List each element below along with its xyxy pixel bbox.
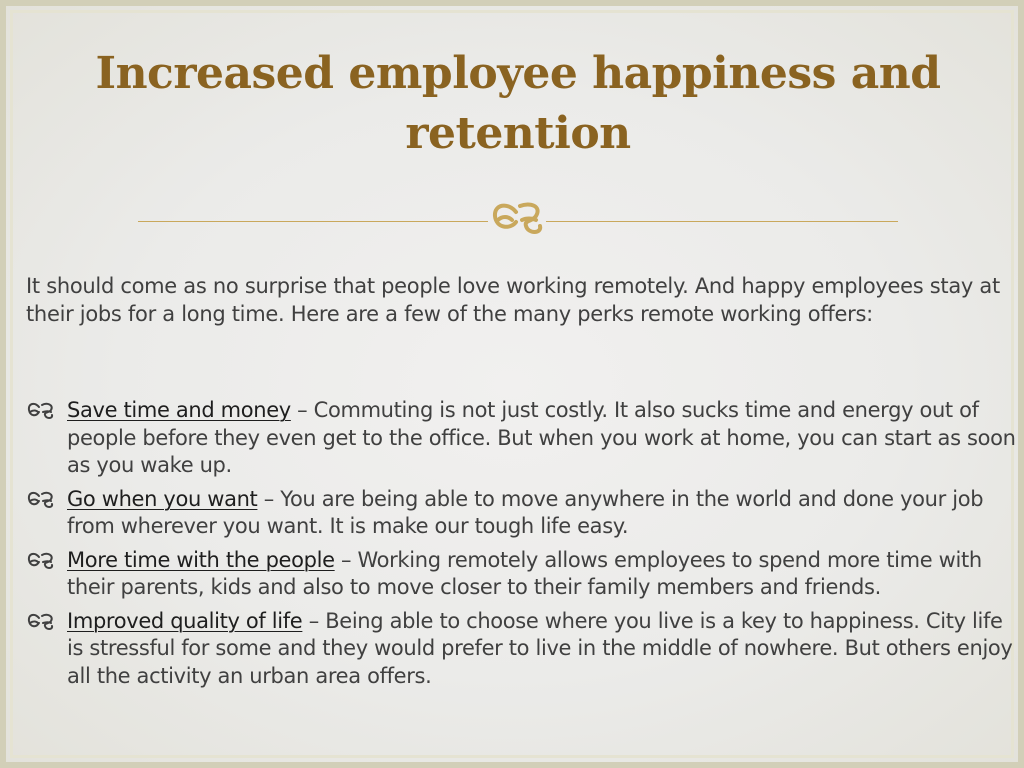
divider-line-left bbox=[138, 221, 488, 222]
bullet-separator: – bbox=[257, 486, 281, 511]
bullet-term: Go when you want bbox=[67, 486, 258, 511]
list-item bbox=[26, 608, 1020, 691]
bullet-term: Improved quality of life bbox=[67, 608, 303, 633]
divider-line-right bbox=[546, 221, 898, 222]
perks-list bbox=[26, 397, 1020, 696]
bullet-separator: – bbox=[334, 547, 358, 572]
flourish-bullet-icon bbox=[26, 550, 56, 572]
bullet-text: You are being able to move anywhere in the world and done your job from wherever you want. It is make our tough life easy. bbox=[67, 486, 984, 538]
list-item bbox=[26, 397, 1020, 480]
bullet-term: More time with the people bbox=[67, 547, 335, 572]
list-item bbox=[26, 486, 1020, 541]
bullet-term: Save time and money bbox=[67, 398, 291, 422]
bullet-separator: – bbox=[290, 398, 314, 422]
flourish-ornament-icon bbox=[486, 196, 550, 244]
bullet-text: Commuting is not just costly. It also sucks time and energy out of people before they even get to the office. But when you work at home, you can start as soon as you wake up. bbox=[67, 398, 1016, 477]
bullet-text: Working remotely allows employees to spend more time with their parents, kids and also to move closer to their family members and friends. bbox=[67, 547, 982, 599]
bullet-separator: – bbox=[302, 608, 326, 633]
list-item bbox=[26, 547, 1020, 602]
slide-title: Increased employee happiness and retention bbox=[95, 48, 941, 159]
title-divider bbox=[138, 202, 898, 242]
flourish-bullet-icon bbox=[26, 611, 56, 633]
flourish-bullet-icon bbox=[26, 489, 56, 511]
flourish-bullet-icon bbox=[26, 400, 56, 422]
intro-paragraph: It should come as no surprise that people love working remotely. And happy employees stay at their jobs for a long time. Here are a few of the many perks remote working offers: bbox=[26, 274, 1000, 326]
bullet-text: Being able to choose where you live is a key to happiness. City life is stressful for some and they would prefer to live in the middle of nowhere. But others enjoy all the activity an urban area offers. bbox=[67, 608, 1013, 688]
